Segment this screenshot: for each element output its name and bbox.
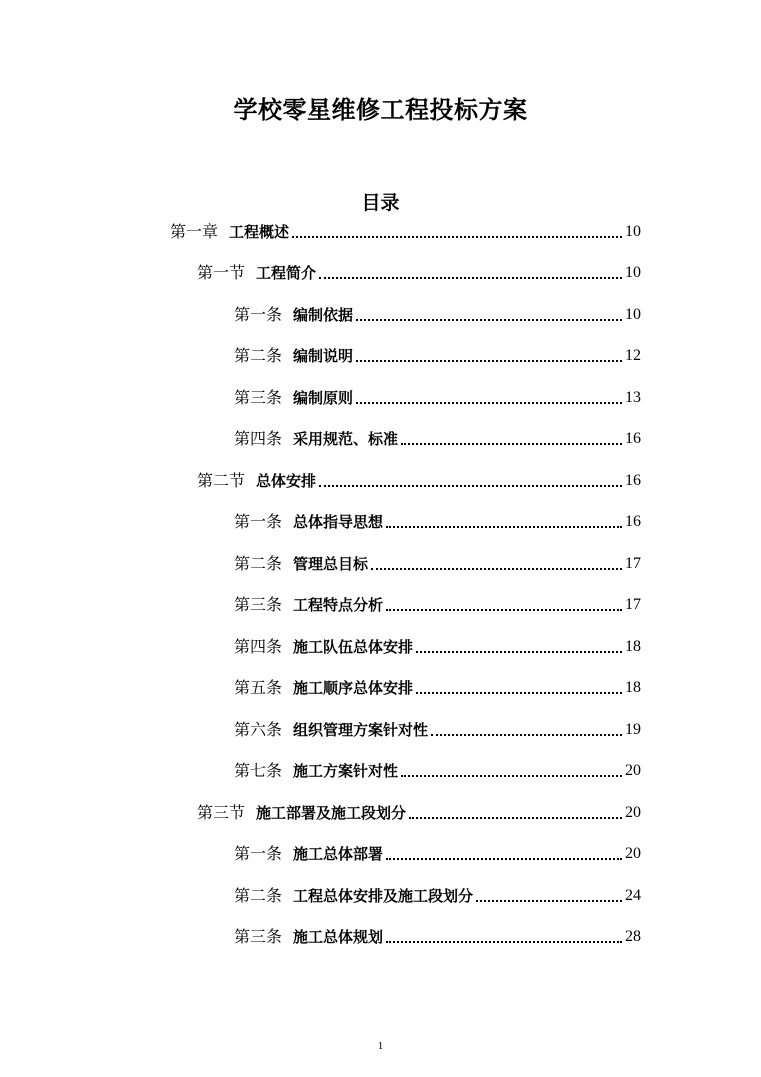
toc-dot-leader [386,858,622,860]
toc-entry-title: 施工总体部署 [293,845,384,863]
toc-entry-page: 20 [625,804,641,821]
toc-entry-page: 20 [625,762,641,779]
toc-entry-article[interactable] [234,633,641,657]
toc-entry-page: 19 [625,721,641,738]
toc-entry-number: 第二条 [234,346,283,365]
toc-dot-leader [386,941,622,943]
toc-dot-leader [292,236,622,238]
toc-entry-number: 第四条 [234,637,283,656]
toc-entry-section-2[interactable] [197,467,641,491]
toc-entry-article[interactable] [234,757,641,781]
toc-entry-title: 编制原则 [293,389,354,407]
toc-dot-leader [356,360,622,362]
toc-entry-title: 施工顺序总体安排 [293,679,414,697]
toc-dot-leader [416,692,622,694]
toc-entry-section-1[interactable] [197,259,641,283]
toc-entry-title: 工程概述 [229,223,290,241]
toc-entry-title: 施工队伍总体安排 [293,638,414,656]
toc-entry-number: 第三条 [234,927,283,946]
toc-entry-number: 第五条 [234,678,283,697]
toc-entry-title: 工程特点分析 [293,596,384,614]
toc-entry-page: 16 [625,513,641,530]
toc-entry-page: 10 [625,223,641,240]
toc-entry-page: 17 [625,596,641,613]
toc-entry-article[interactable] [234,674,641,698]
toc-entry-number: 第二条 [234,554,283,573]
toc-entry-article[interactable] [234,550,641,574]
toc-entry-title: 总体安排 [256,472,317,490]
toc-dot-leader [319,485,622,487]
toc-entry-number: 第七条 [234,761,283,780]
toc-dot-leader [356,402,622,404]
toc-entry-page: 10 [625,264,641,281]
toc-entry-number: 第一条 [234,305,283,324]
toc-dot-leader [356,319,622,321]
toc-entry-title: 编制说明 [293,347,354,365]
toc-dot-leader [431,734,622,736]
toc-entry-page: 12 [625,347,641,364]
toc-entry-number: 第三节 [197,803,246,822]
toc-dot-leader [386,609,622,611]
toc-entry-title: 施工总体规划 [293,928,384,946]
toc-entry-article[interactable] [234,882,641,906]
page-number: 1 [377,1040,384,1052]
toc-entry-number: 第六条 [234,720,283,739]
toc-entry-article[interactable] [234,384,641,408]
toc-dot-leader [401,775,622,777]
toc-dot-leader [386,526,622,528]
toc-entry-page: 13 [625,389,641,406]
toc-heading: 目录 [361,192,400,214]
toc-entry-section-3[interactable] [197,799,641,823]
toc-dot-leader [319,277,622,279]
toc-dot-leader [371,568,622,570]
toc-dot-leader [476,900,622,902]
toc-entry-number: 第一章 [170,222,219,241]
toc-entry-article[interactable] [234,301,641,325]
toc-entry-title: 组织管理方案针对性 [293,721,429,739]
toc-entry-article[interactable] [234,923,641,947]
toc-entry-page: 18 [625,638,641,655]
toc-entry-title: 管理总目标 [293,555,369,573]
toc-entry-page: 17 [625,555,641,572]
toc-entry-number: 第一节 [197,263,246,282]
toc-entry-page: 10 [625,306,641,323]
toc-entry-article[interactable] [234,425,641,449]
toc-entry-title: 工程总体安排及施工段划分 [293,887,474,905]
toc-entry-title: 施工方案针对性 [293,762,399,780]
toc-entry-title: 施工部署及施工段划分 [256,804,407,822]
toc-entry-chapter-1[interactable] [170,218,641,242]
toc-entry-number: 第二节 [197,471,246,490]
document-title: 学校零星维修工程投标方案 [233,96,528,124]
toc-entry-article[interactable] [234,508,641,532]
toc-entry-title: 工程简介 [256,264,317,282]
toc-entry-page: 20 [625,845,641,862]
toc-entry-title: 总体指导思想 [293,513,384,531]
toc-dot-leader [401,443,622,445]
toc-dot-leader [409,817,622,819]
toc-entry-article[interactable] [234,840,641,864]
toc-entry-page: 28 [625,928,641,945]
toc-entry-article[interactable] [234,342,641,366]
toc-entry-number: 第四条 [234,429,283,448]
toc-entry-number: 第三条 [234,388,283,407]
toc-entry-number: 第三条 [234,595,283,614]
toc-entry-page: 18 [625,679,641,696]
toc-entry-number: 第一条 [234,844,283,863]
toc-entry-number: 第二条 [234,886,283,905]
toc-entry-title: 采用规范、标准 [293,430,399,448]
toc-entry-article[interactable] [234,716,641,740]
toc-entry-title: 编制依据 [293,306,354,324]
toc-entry-number: 第一条 [234,512,283,531]
toc-entry-page: 16 [625,472,641,489]
toc-entry-article[interactable] [234,591,641,615]
toc-entry-page: 16 [625,430,641,447]
toc-dot-leader [416,651,622,653]
toc-entry-page: 24 [625,887,641,904]
